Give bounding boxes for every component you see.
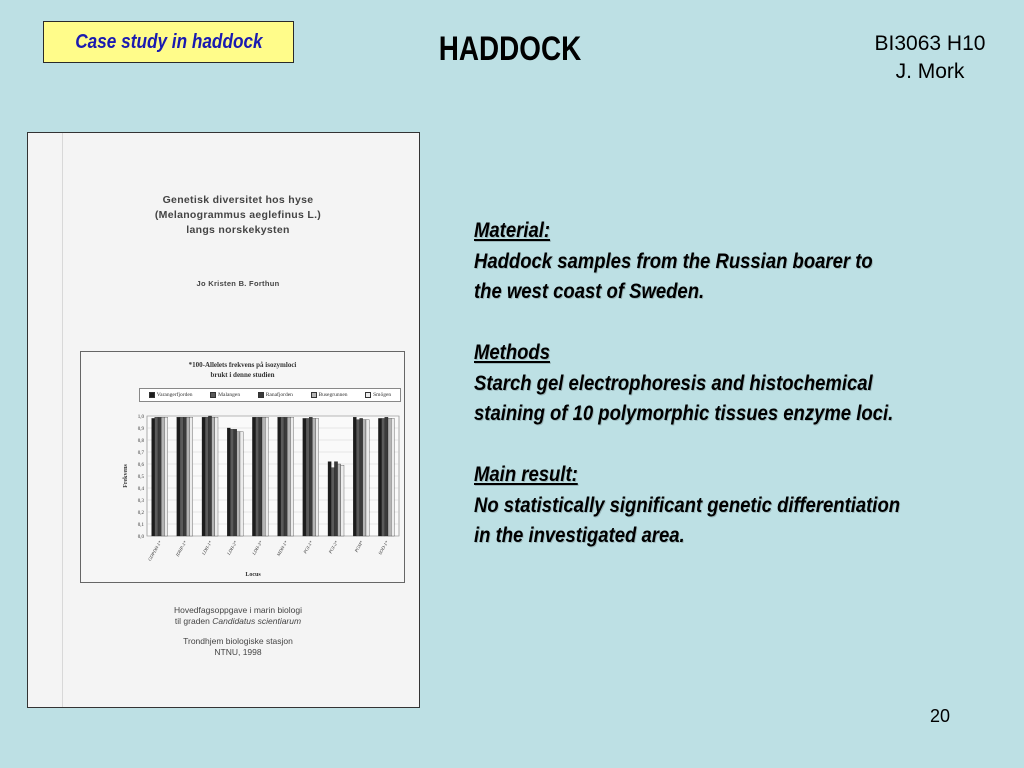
x-tick-label: LDH-2* [226,540,239,556]
bar [385,417,388,536]
y-tick-label: 0,3 [137,499,144,504]
x-tick-label: SOD-1* [377,540,390,556]
footer-institution: Trondhjem biologiske stasjon [183,636,293,646]
x-tick-label: PGI-1* [302,540,314,555]
thesis-cover-image [27,132,420,708]
bar [316,418,319,536]
bar [212,417,215,536]
bar [388,418,391,536]
course-author: J. Mork [895,60,965,83]
methods-line2: staining of 10 polymorphic tissues enzyme loci. [474,401,894,425]
case-study-label [43,21,294,63]
bar [161,417,164,536]
y-tick-label: 0,7 [137,451,144,456]
chart-plot [81,352,406,584]
footer-year: NTNU, 1998 [214,647,262,657]
bar [382,418,385,536]
bar [309,417,312,536]
x-tick-label: LDH-3* [251,540,264,556]
bar [353,417,356,536]
bar [202,417,205,536]
bar [190,417,193,536]
bar [252,417,255,536]
bar [177,417,180,536]
bar [262,417,265,536]
methods-heading: Methods [474,340,551,364]
cover-spine-line [62,133,63,707]
material-heading: Material: [474,218,551,242]
bar [331,468,334,536]
bar [164,417,167,536]
material-line1: Haddock samples from the Russian boarer to [474,248,873,273]
legend-label: Busegrunnen [318,392,348,398]
thesis-footer [128,605,348,658]
result-heading: Main result: [474,462,578,486]
y-tick-label: 0,0 [137,535,144,540]
footer-prefix: til graden [174,616,210,626]
y-tick-label: 0,6 [137,463,144,468]
bar [303,418,306,536]
bar [290,417,293,536]
bar [341,465,344,536]
thesis-title-line2: (Melanogrammus aeglefinus L.) [154,209,322,221]
y-tick-label: 0,8 [137,439,144,444]
bar [356,420,359,536]
slide-number: 20 [930,706,951,726]
y-tick-label: 0,2 [137,511,144,516]
thesis-title-line1: Genetisk diversitet hos hyse [162,194,314,206]
chart-title-line2: brukt i denne studien [210,371,275,379]
study-summary [474,215,921,551]
x-axis-label: Locus [245,572,261,578]
bar [265,417,268,536]
y-tick-label: 1,0 [137,415,144,420]
legend-label: Smögen [373,392,392,398]
bar [234,429,237,536]
x-tick-label: IDHP-1* [174,540,188,558]
bar [360,418,363,536]
bar [281,417,284,536]
bar [391,418,394,536]
y-tick-label: 0,4 [137,487,144,492]
bar [378,418,381,536]
result-line1: No statistically significant genetic differentiation [474,492,901,517]
bar [205,417,208,536]
course-code: BI3063 H10 [874,32,986,55]
bar [334,462,337,536]
legend-label: Malangen [218,392,241,398]
chart-title-line1: *100-Allelets frekvens på isozymloci [188,361,297,369]
x-tick-label: PGM* [353,540,365,554]
slide-title: HADDOCK [438,30,582,68]
allele-frequency-chart [80,351,405,583]
bar [284,417,287,536]
bar [186,417,189,536]
result-line2: in the investigated area. [474,523,685,547]
x-tick-label: GDPDH-1* [147,540,163,562]
bar [227,428,230,536]
x-tick-label: MDH-1* [275,540,289,557]
footer-degree-title [128,616,348,627]
bar [215,417,218,536]
bar [237,432,240,536]
bar [287,417,290,536]
thesis-author: Jo Kristen B. Forthun [196,279,280,288]
legend-label: Ranafjorden [265,392,293,398]
bar [306,418,309,536]
bar [363,420,366,536]
bar [366,420,369,536]
y-tick-label: 0,1 [137,523,144,528]
bar [338,464,341,536]
course-info [850,30,1010,86]
footer-degree-em: Candidatus scientiarum [212,616,302,626]
bar [152,418,155,536]
thesis-title-line3: langs norskekysten [186,224,290,236]
methods-line1: Starch gel electrophoresis and histochemical [474,370,873,395]
material-line2: the west coast of Sweden. [474,279,705,303]
bar [278,417,281,536]
bar [256,417,259,536]
bar [183,417,186,536]
bar [312,418,315,536]
legend-label: Varangerfjorden [156,392,193,398]
bar [259,417,262,536]
bar [158,417,161,536]
y-tick-label: 0,9 [137,427,144,432]
y-tick-label: 0,5 [137,475,144,480]
bar [328,462,331,536]
bar [155,417,158,536]
case-study-label-text: Case study in haddock [74,30,263,53]
bar [230,429,233,536]
bar [240,432,243,536]
x-tick-label: LDH-1* [200,540,213,556]
bar [208,416,211,536]
y-axis-label: Frekvens [123,464,129,488]
thesis-title [128,193,348,238]
x-tick-label: PGI-2* [327,540,339,555]
footer-degree-line: Hovedfagsoppgave i marin biologi [173,605,303,615]
bar [180,417,183,536]
